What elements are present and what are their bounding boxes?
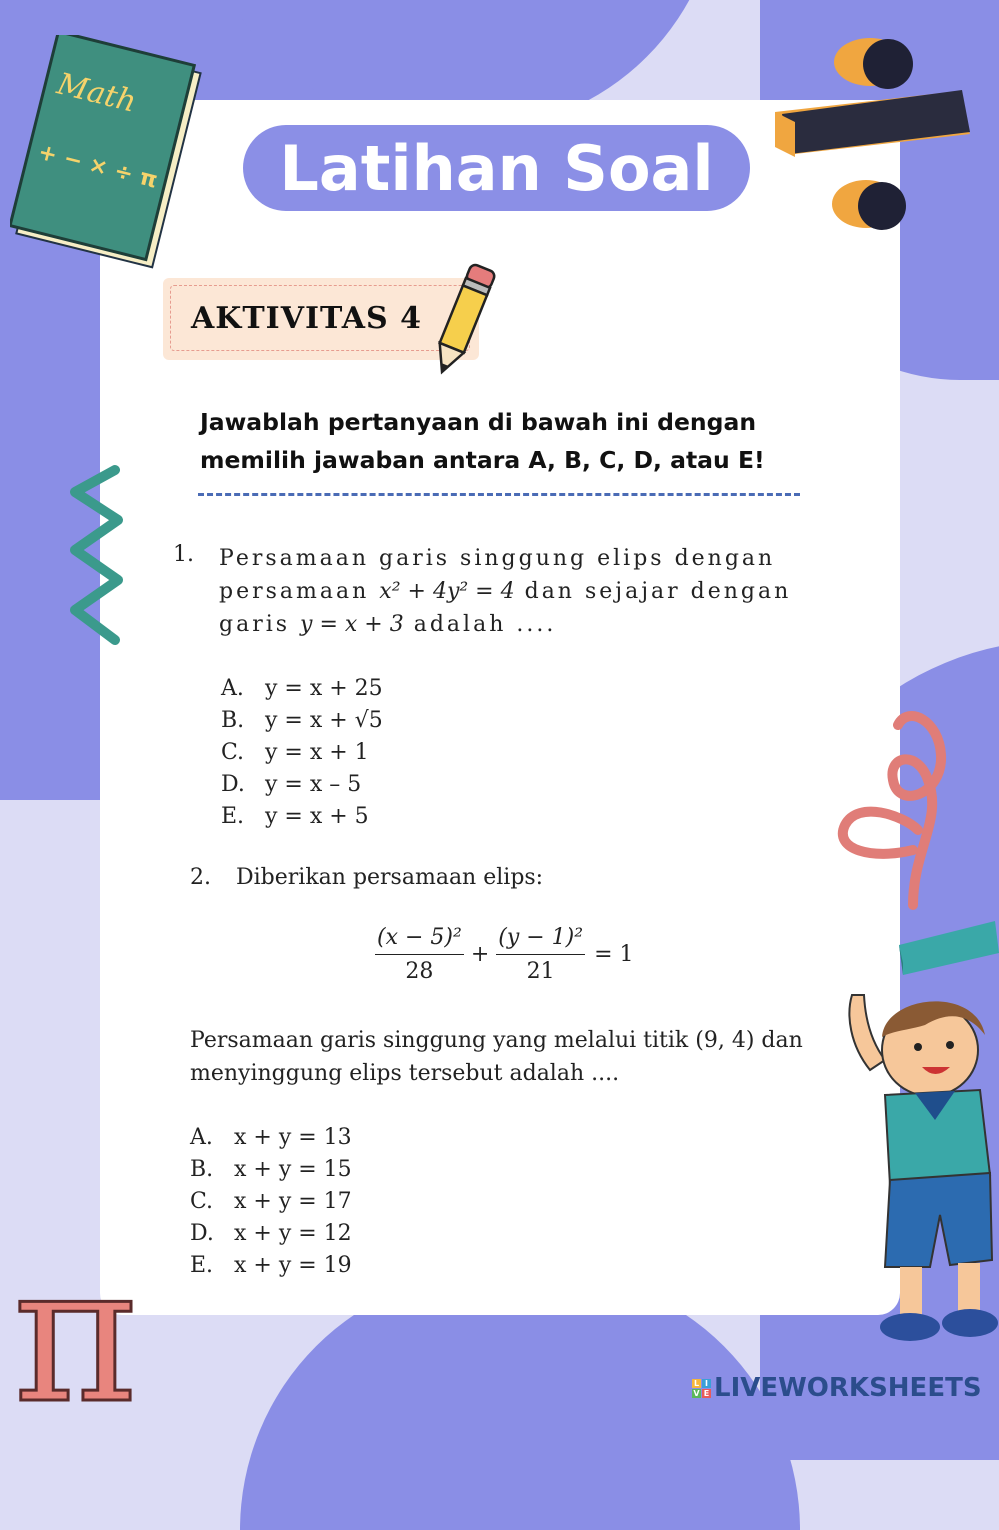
liveworksheets-watermark — [692, 1373, 982, 1403]
division-sign-icon — [770, 22, 975, 242]
question-2-options — [190, 1122, 352, 1282]
pi-symbol-text: π — [13, 1250, 138, 1415]
math-book-icon — [10, 35, 205, 275]
instruction-text: Jawablah pertanyaan di bawah ini dengan memilih jawaban antara A, B, C, D, atau E! — [200, 408, 765, 474]
question-2-option-b[interactable]: B. x + y = 15 — [190, 1157, 352, 1182]
question-1-option-d[interactable]: D. y = x – 5 — [221, 772, 362, 797]
question-2-option-c[interactable]: C. x + y = 17 — [190, 1189, 352, 1214]
pencil-icon — [428, 258, 498, 383]
question-1-line: y = x + 3 — [300, 612, 404, 637]
question-2-number: 2. — [190, 865, 211, 890]
question-2-intro: 2. Diberikan persamaan elips: — [190, 865, 544, 890]
fraction-1: $\frac{\text{(x − 5)²}}{28}$ — [377, 925, 462, 984]
fraction-2: $\frac{\text{(y − 1)²}}{21}$ — [498, 925, 584, 984]
activity-label: AKTIVITAS 4 — [170, 285, 470, 351]
book-symbols: + − × ÷ π — [35, 139, 160, 194]
question-1-text: Persamaan garis singgung elips dengan persamaan x² + 4y² = 4 dan sejajar dengan garis y = x + 3 adalah .... — [219, 546, 792, 637]
liveworksheets-logo-icon: L I V E — [693, 1378, 710, 1398]
question-1-number: 1. — [173, 542, 194, 567]
question-1-option-b[interactable]: B. y = x + √5 — [221, 708, 383, 733]
teal-block-icon — [895, 915, 999, 980]
plus-sign: + — [470, 942, 490, 967]
question-1-option-c[interactable]: C. y = x + 1 — [221, 740, 369, 765]
question-1-option-a[interactable]: A. y = x + 25 — [221, 676, 383, 701]
question-1-equation: x² + 4y² = 4 — [379, 579, 515, 604]
page-title: Latihan Soal — [243, 125, 750, 211]
equals-one: = 1 — [594, 942, 634, 967]
question-1-options — [221, 673, 383, 833]
watermark-text: LIVEWORKSHEETS — [714, 1373, 982, 1403]
book-label: Math — [53, 66, 140, 120]
question-2-text: Persamaan garis singgung yang melalui titik (9, 4) dan menyinggung elips tersebut adalah .... — [190, 1028, 803, 1086]
question-2-option-d[interactable]: D. x + y = 12 — [190, 1221, 352, 1246]
swirl-decoration-icon — [833, 700, 953, 915]
question-1-option-e[interactable]: E. y = x + 5 — [221, 804, 369, 829]
pi-symbol-icon — [5, 1250, 180, 1415]
boy-illustration — [830, 975, 999, 1370]
question-2-option-a[interactable]: A. x + y = 13 — [190, 1125, 352, 1150]
question-2-option-e[interactable]: E. x + y = 19 — [190, 1253, 352, 1278]
ellipse-equation — [372, 925, 634, 984]
dashed-divider — [198, 493, 800, 496]
zigzag-decoration-icon — [60, 462, 135, 652]
